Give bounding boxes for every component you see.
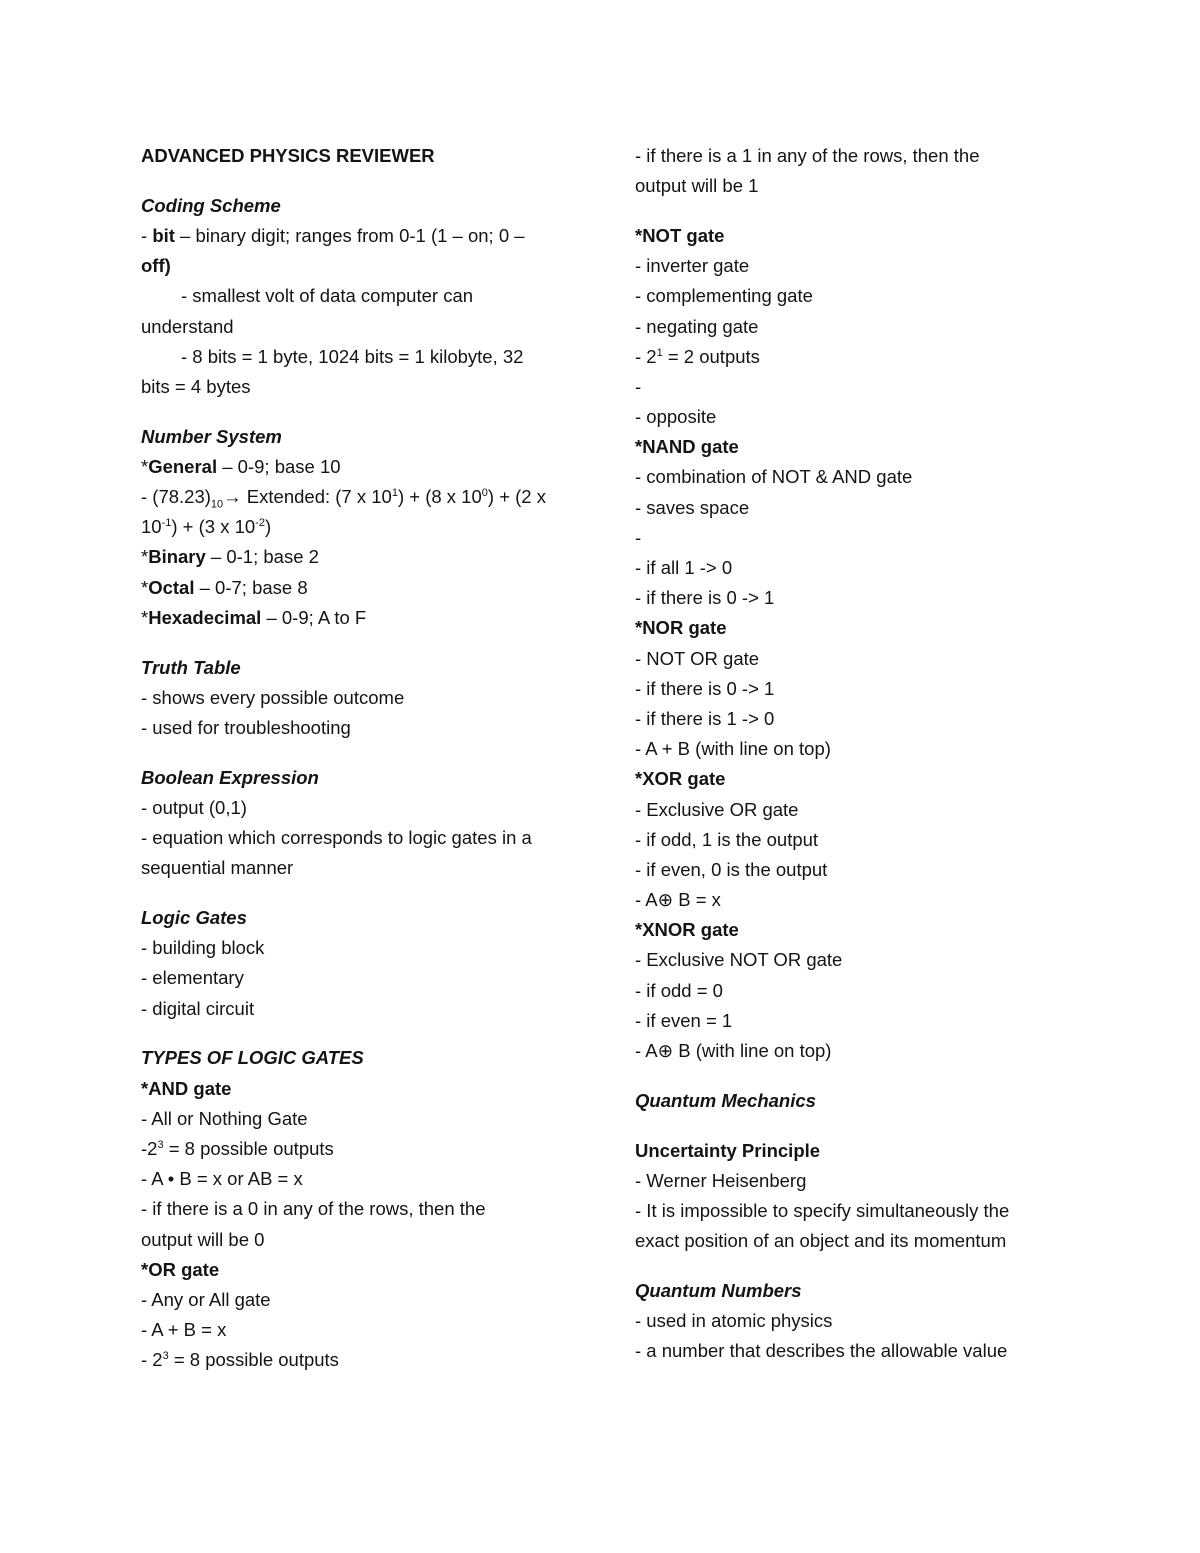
boolean-expression-heading: Boolean Expression — [141, 766, 319, 788]
list-item: - shows every possible outcome — [141, 686, 405, 708]
list-item: - if there is 1 -> 0 — [635, 707, 775, 729]
list-item: - It is impossible to specify simultaneously the — [635, 1199, 1010, 1221]
list-item: - A⊕ B = x — [635, 889, 721, 911]
list-item: - A + B = x — [141, 1319, 227, 1341]
list-item: - used in atomic physics — [635, 1310, 833, 1332]
left-column — [141, 141, 586, 1376]
bit-definition: - bit – binary digit; ranges from 0-1 (1 – on; 0 – — [141, 224, 525, 246]
list-item: - if there is a 1 in any of the rows, then the — [635, 145, 980, 166]
list-item: - All or Nothing Gate — [141, 1107, 308, 1129]
list-item: - if there is 0 -> 1 — [635, 587, 775, 609]
bit-definition-cont: off) — [141, 255, 171, 277]
list-item: - saves space — [635, 496, 750, 518]
list-item: - if all 1 -> 0 — [635, 557, 733, 579]
list-item: - inverter gate — [635, 255, 750, 277]
list-item: exact position of an object and its momentum — [635, 1230, 1007, 1252]
octal-line: *Octal – 0-7; base 8 — [141, 576, 308, 598]
not-gate-heading: *NOT gate — [635, 224, 725, 246]
quantum-numbers-heading: Quantum Numbers — [635, 1279, 802, 1301]
general-line: *General – 0-9; base 10 — [141, 455, 341, 477]
coding-scheme-heading: Coding Scheme — [141, 194, 281, 216]
quantum-mechanics-heading: Quantum Mechanics — [635, 1089, 816, 1111]
number-system-heading: Number System — [141, 425, 282, 447]
list-item: - combination of NOT & AND gate — [635, 466, 913, 488]
xor-gate-heading: *XOR gate — [635, 768, 726, 790]
list-item: - if there is a 0 in any of the rows, then the — [141, 1198, 486, 1220]
list-item: output will be 0 — [141, 1228, 265, 1250]
extended-example-cont: $10^{-1}) + (3$ x $10^{-2}$) — [141, 516, 272, 538]
list-item: - elementary — [141, 967, 244, 989]
or-gate-heading: *OR gate — [141, 1258, 220, 1280]
page-title: ADVANCED PHYSICS REVIEWER — [141, 145, 435, 166]
bits-bytes-cont: bits = 4 bytes — [141, 375, 251, 397]
list-item: - if there is 0 -> 1 — [635, 677, 775, 699]
list-item: - building block — [141, 937, 265, 959]
list-item: - NOT OR gate — [635, 647, 760, 669]
not-outputs-line: - $2^1 = 2$ outputs — [635, 345, 760, 367]
list-item: - negating gate — [635, 315, 759, 337]
nor-gate-heading: *NOR gate — [635, 617, 727, 639]
list-item: - Werner Heisenberg — [635, 1169, 807, 1191]
list-item: - Any or All gate — [141, 1288, 271, 1310]
list-item: - — [635, 526, 642, 548]
smallest-volt-line: - smallest volt of data computer can — [181, 285, 474, 307]
extended-example: - $(78.23)_{10}\to$ Extended: (7 x $10^1) + (8$ x $10^0) + (2$ x — [141, 486, 546, 511]
list-item: output will be 1 — [635, 175, 759, 197]
list-item: - if even = 1 — [635, 1009, 733, 1031]
xnor-gate-heading: *XNOR gate — [635, 919, 739, 941]
nand-gate-heading: *NAND gate — [635, 436, 739, 458]
list-item: - A + B (with line on top) — [635, 738, 831, 760]
types-of-logic-gates-heading: TYPES OF LOGIC GATES — [141, 1047, 364, 1069]
or-outputs-line: - $2^3 = 8$ possible outputs — [141, 1349, 339, 1371]
list-item: - A • B = x or AB = x — [141, 1168, 303, 1190]
and-outputs-line: $-2^3 = 8$ possible outputs — [141, 1138, 334, 1159]
list-item: - opposite — [635, 406, 717, 428]
list-item: - used for troubleshooting — [141, 716, 351, 738]
and-gate-heading: *AND gate — [141, 1077, 232, 1099]
list-item: - A⊕ B (with line on top) — [635, 1040, 832, 1062]
bits-bytes-line: - 8 bits = 1 byte, 1024 bits = 1 kilobyte, 32 — [181, 345, 524, 367]
list-item: - equation which corresponds to logic gates in a — [141, 827, 532, 849]
list-item: - complementing gate — [635, 285, 813, 307]
list-item: - a number that describes the allowable value — [635, 1340, 1008, 1362]
list-item: sequential manner — [141, 857, 294, 879]
hexadecimal-line: *Hexadecimal – 0-9; A to F — [141, 606, 367, 628]
uncertainty-principle-heading: Uncertainty Principle — [635, 1139, 821, 1161]
list-item: - if odd, 1 is the output — [635, 828, 819, 850]
list-item: - Exclusive OR gate — [635, 798, 799, 820]
binary-line: *Binary – 0-1; base 2 — [141, 546, 319, 568]
smallest-volt-cont: understand — [141, 315, 234, 337]
logic-gates-heading: Logic Gates — [141, 907, 247, 929]
truth-table-heading: Truth Table — [141, 656, 241, 678]
right-column — [635, 141, 1065, 1367]
list-item: - — [635, 375, 642, 397]
list-item: - output (0,1) — [141, 796, 247, 818]
list-item: - if even, 0 is the output — [635, 858, 828, 880]
list-item: - Exclusive NOT OR gate — [635, 949, 843, 971]
list-item: - digital circuit — [141, 997, 255, 1019]
list-item: - if odd = 0 — [635, 979, 723, 1001]
